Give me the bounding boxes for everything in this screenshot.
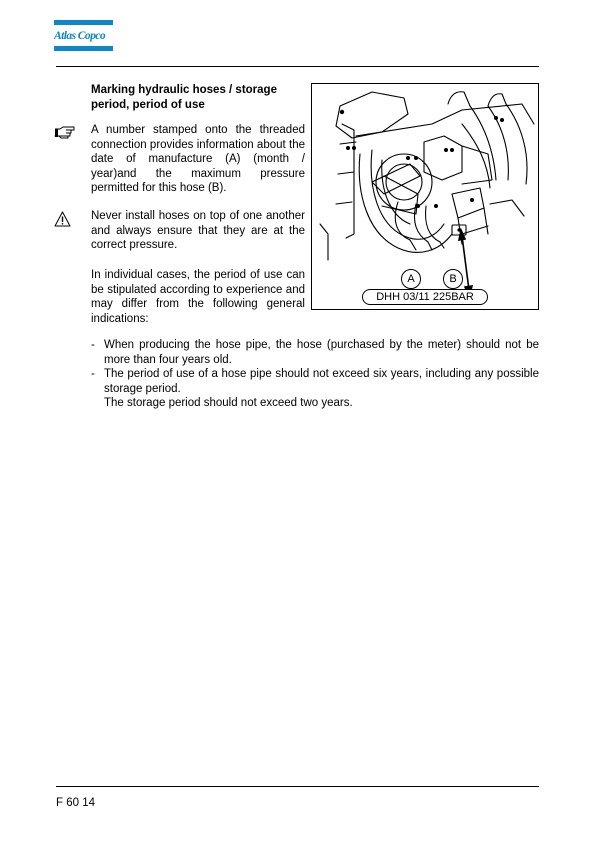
- warning-triangle-icon: [54, 211, 71, 227]
- list-item: [91, 338, 539, 367]
- list-dash: -: [91, 368, 95, 381]
- list-dash: -: [91, 339, 95, 351]
- logo-text: Atlas Copco: [54, 29, 106, 42]
- warning-paragraph: Never install hoses on top of one another and always ensure that they are at the correct pressure.: [91, 210, 305, 252]
- section-title: Marking hydraulic hoses / storage period, period of use: [91, 84, 277, 111]
- label-a-circle: A: [401, 269, 421, 289]
- header-rule: [56, 66, 539, 67]
- logo-bar-bottom: [54, 46, 113, 51]
- hose-marking-figure: [311, 83, 539, 310]
- hydraulic-machine-drawing: [312, 84, 539, 310]
- guideline-list: [91, 338, 539, 411]
- list-item-text: The period of use of a hose pipe should not exceed six years, including any possible storage period.: [104, 368, 539, 395]
- page-code: F 60 14: [56, 797, 95, 809]
- list-item: [91, 367, 539, 411]
- label-b-circle: B: [443, 269, 463, 289]
- hose-stamp-label: DHH 03/11 225BAR: [362, 289, 488, 305]
- footer-rule: [56, 786, 539, 787]
- list-item-extra-text: The storage period should not exceed two years.: [104, 397, 353, 410]
- intro-paragraph: In individual cases, the period of use can be stipulated according to experience and may differ from the following general indications:: [91, 269, 305, 325]
- pointing-hand-icon: [54, 125, 76, 139]
- note-paragraph: A number stamped onto the threaded connection provides information about the date of manufacture (A) (month / year)and the maximum pressure permitted for this hose (B).: [91, 124, 305, 195]
- list-item-text: When producing the hose pipe, the hose (purchased by the meter) should not be more than four years old.: [104, 339, 539, 366]
- atlas-copco-logo: [54, 20, 113, 51]
- logo-bar-top: [54, 20, 113, 25]
